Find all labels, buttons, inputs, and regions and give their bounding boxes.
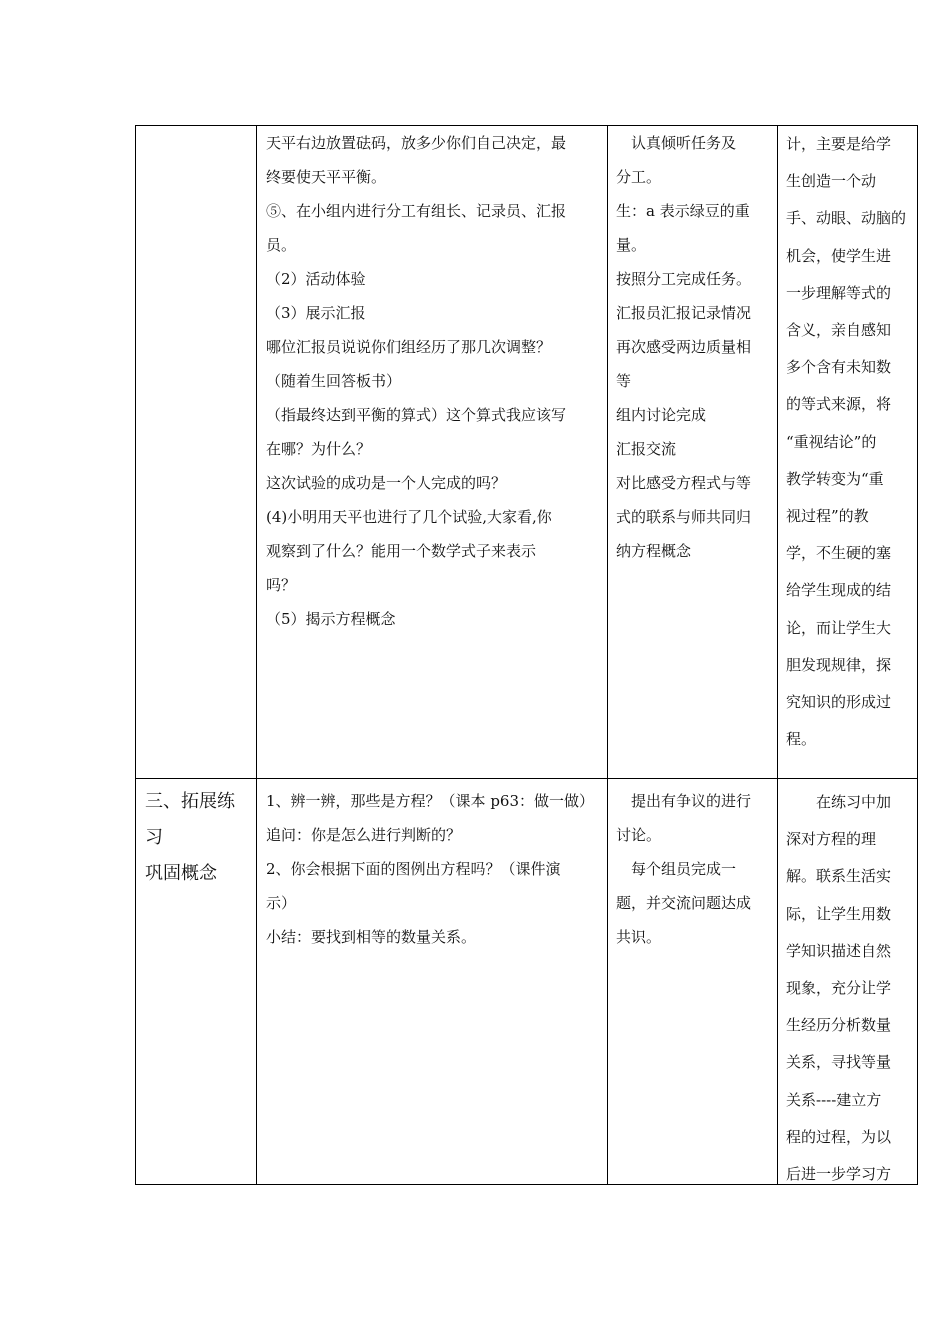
text-line: 讨论。 bbox=[616, 826, 662, 844]
text-line: 一步理解等式的 bbox=[786, 283, 892, 302]
text-line: 生：a 表示绿豆的重 bbox=[616, 202, 750, 220]
text-line: （随着生回答板书） bbox=[266, 372, 402, 390]
text-line: 深对方程的理 bbox=[786, 830, 877, 849]
text-line: 生经历分析数量 bbox=[786, 1016, 892, 1035]
text-line: 组内讨论完成 bbox=[616, 406, 707, 424]
stage-cell bbox=[136, 126, 257, 779]
text-line: 巩固概念 bbox=[145, 863, 217, 884]
text-line: 再次感受两边质量相 bbox=[616, 338, 752, 356]
text-line: 生创造一个动 bbox=[786, 172, 877, 191]
text-line: 按照分工完成任务。 bbox=[616, 270, 752, 288]
text-line: 三、拓展练 bbox=[145, 791, 235, 812]
text-line: 在哪？为什么？ bbox=[266, 440, 372, 458]
text-line: 解。联系生活实 bbox=[786, 867, 892, 886]
text-line: 含义，亲自感知 bbox=[786, 321, 892, 340]
text-line: 示） bbox=[266, 894, 297, 912]
design-intent-cell bbox=[778, 779, 918, 1185]
table-row bbox=[136, 126, 918, 779]
text-line: 每个组员完成一 bbox=[616, 860, 737, 878]
text-line: 纳方程概念 bbox=[616, 542, 692, 560]
text-line: （3）展示汇报 bbox=[266, 304, 366, 322]
text-line: 吗？ bbox=[266, 576, 297, 594]
text-line: 程。 bbox=[786, 730, 817, 749]
text-line: （指最终达到平衡的算式）这个算式我应该写 bbox=[266, 406, 567, 424]
text-line: 后进一步学习方 bbox=[786, 1165, 892, 1184]
text-line: 追问：你是怎么进行判断的？ bbox=[266, 826, 462, 844]
text-line: 多个含有未知数 bbox=[786, 358, 892, 377]
text-line: 天平右边放置砝码，放多少你们自己决定，最 bbox=[266, 134, 567, 152]
text-line: 观察到了什么？能用一个数学式子来表示 bbox=[266, 542, 537, 560]
student-activity-cell bbox=[608, 126, 778, 779]
text-line: 共识。 bbox=[616, 928, 662, 946]
text-line: 2、你会根据下面的图例出方程吗？（课件演 bbox=[266, 860, 561, 878]
text-line: 小结：要找到相等的数量关系。 bbox=[266, 928, 477, 946]
text-line: 在练习中加 bbox=[786, 793, 892, 811]
text-line: “重视结论”的 bbox=[786, 432, 877, 451]
text-line: 程的过程，为以 bbox=[786, 1127, 892, 1146]
text-line: 学，不生硬的塞 bbox=[786, 544, 892, 563]
stage-cell bbox=[136, 779, 257, 1185]
text-line: (4)小明用天平也进行了几个试验,大家看,你 bbox=[266, 508, 552, 526]
text-line: 现象，充分让学 bbox=[786, 979, 892, 998]
text-line: 视过程”的教 bbox=[786, 507, 869, 526]
text-line: 关系，寻找等量 bbox=[786, 1053, 892, 1072]
text-line: （2）活动体验 bbox=[266, 270, 366, 288]
text-line: 等 bbox=[616, 372, 632, 390]
text-line: 的等式来源，将 bbox=[786, 395, 892, 414]
text-line: 提出有争议的进行 bbox=[616, 792, 752, 810]
text-line: 1、辨一辨，那些是方程？（课本 p63：做一做） bbox=[266, 792, 595, 810]
design-intent-cell bbox=[778, 126, 918, 779]
student-activity-cell bbox=[608, 779, 778, 1185]
text-line: 习 bbox=[145, 827, 163, 848]
table-row bbox=[136, 779, 918, 1185]
text-line: 分工。 bbox=[616, 168, 662, 186]
text-line: 究知识的形成过 bbox=[786, 693, 892, 712]
text-line: 机会，使学生进 bbox=[786, 246, 892, 265]
teacher-activity-cell bbox=[257, 126, 608, 779]
lesson-plan-table bbox=[135, 125, 918, 1185]
text-line: 计，主要是给学 bbox=[786, 135, 892, 153]
text-line: 教学转变为“重 bbox=[786, 469, 884, 488]
text-line: 对比感受方程式与等 bbox=[616, 474, 752, 492]
text-line: 量。 bbox=[616, 236, 647, 254]
text-line: 胆发现规律，探 bbox=[786, 655, 892, 674]
text-line: 给学生现成的结 bbox=[786, 581, 892, 600]
text-line: 题，并交流问题达成 bbox=[616, 894, 752, 912]
teacher-activity-cell bbox=[257, 779, 608, 1185]
text-line: ⑤、在小组内进行分工有组长、记录员、汇报 bbox=[266, 202, 567, 220]
text-line: 关系----建立方 bbox=[786, 1090, 882, 1109]
text-line: 际，让学生用数 bbox=[786, 904, 892, 923]
text-line: 式的联系与师共同归 bbox=[616, 508, 752, 526]
text-line: 哪位汇报员说说你们组经历了那几次调整？ bbox=[266, 338, 552, 356]
text-line: 认真倾听任务及 bbox=[616, 134, 737, 152]
text-line: 汇报交流 bbox=[616, 440, 677, 458]
text-line: 汇报员汇报记录情况 bbox=[616, 304, 752, 322]
text-line: （5）揭示方程概念 bbox=[266, 610, 396, 628]
text-line: 终要使天平平衡。 bbox=[266, 168, 387, 186]
text-line: 手、动眼、动脑的 bbox=[786, 209, 907, 228]
text-line: 这次试验的成功是一个人完成的吗？ bbox=[266, 474, 507, 492]
text-line: 员。 bbox=[266, 236, 297, 254]
text-line: 学知识描述自然 bbox=[786, 941, 892, 960]
text-line: 论，而让学生大 bbox=[786, 618, 892, 637]
